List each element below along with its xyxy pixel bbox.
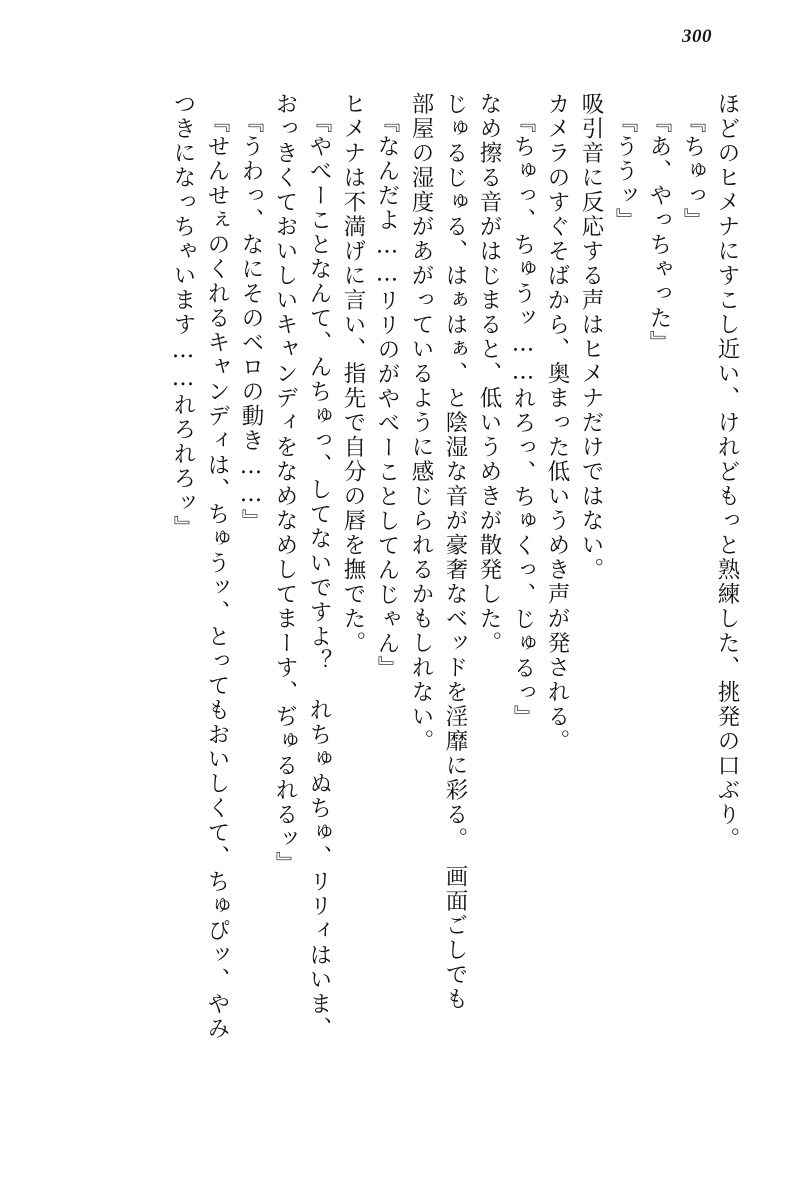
text-column: 『ちゅっ』	[680, 110, 706, 233]
text-column: カメラのすぐそばから、奥まった低いうめき声が発される。	[544, 92, 570, 754]
page-number: 300	[682, 26, 712, 47]
text-column: 『ううッ』	[612, 110, 638, 233]
vertical-text-block	[60, 92, 738, 1146]
text-column: 『あ、やっちゃった』	[646, 110, 672, 355]
text-column: ほどのヒメナにすこし近い、けれどもっと熟練した、挑発の口ぶり。	[714, 92, 740, 852]
text-column: 吸引音に反応する声はヒメナだけではない。	[578, 92, 604, 582]
text-column: ヒメナは不満げに言い、指先で自分の唇を撫でた。	[340, 92, 366, 656]
text-column: なめ擦る音がはじまると、低いうめきが散発した。	[476, 92, 502, 656]
text-column: 『せんせぇのくれるキャンディは、ちゅうッ、とってもおいしくて、ちゅぴッ、やみ	[204, 110, 230, 1041]
text-column: 『うわっ、なにそのベロの動き……』	[238, 110, 264, 534]
text-column: おっきくておいしいキャンディをなめなめしてまーす、ぢゅるれるッ』	[272, 92, 298, 876]
text-column: 『ちゅっ、ちゅうッ……れろっ、ちゅくっ、じゅるっ』	[510, 110, 536, 730]
text-column: つきになっちゃいます……れろれろッ』	[170, 92, 196, 540]
text-column: 『やべーことなんて、んちゅっ、してないですよ？ れちゅぬちゅ、リリィはいま、	[306, 110, 332, 1041]
text-column: 部屋の湿度があがっているように感じられるかもしれない。	[408, 92, 434, 754]
text-column: 『なんだよ……リリのがやべーことしてんじゃん』	[374, 110, 400, 681]
text-column: じゅるじゅる、はぁはぁ、と陰湿な音が豪奢なベッドを淫靡に彩る。 画面ごしでも	[442, 92, 468, 1012]
